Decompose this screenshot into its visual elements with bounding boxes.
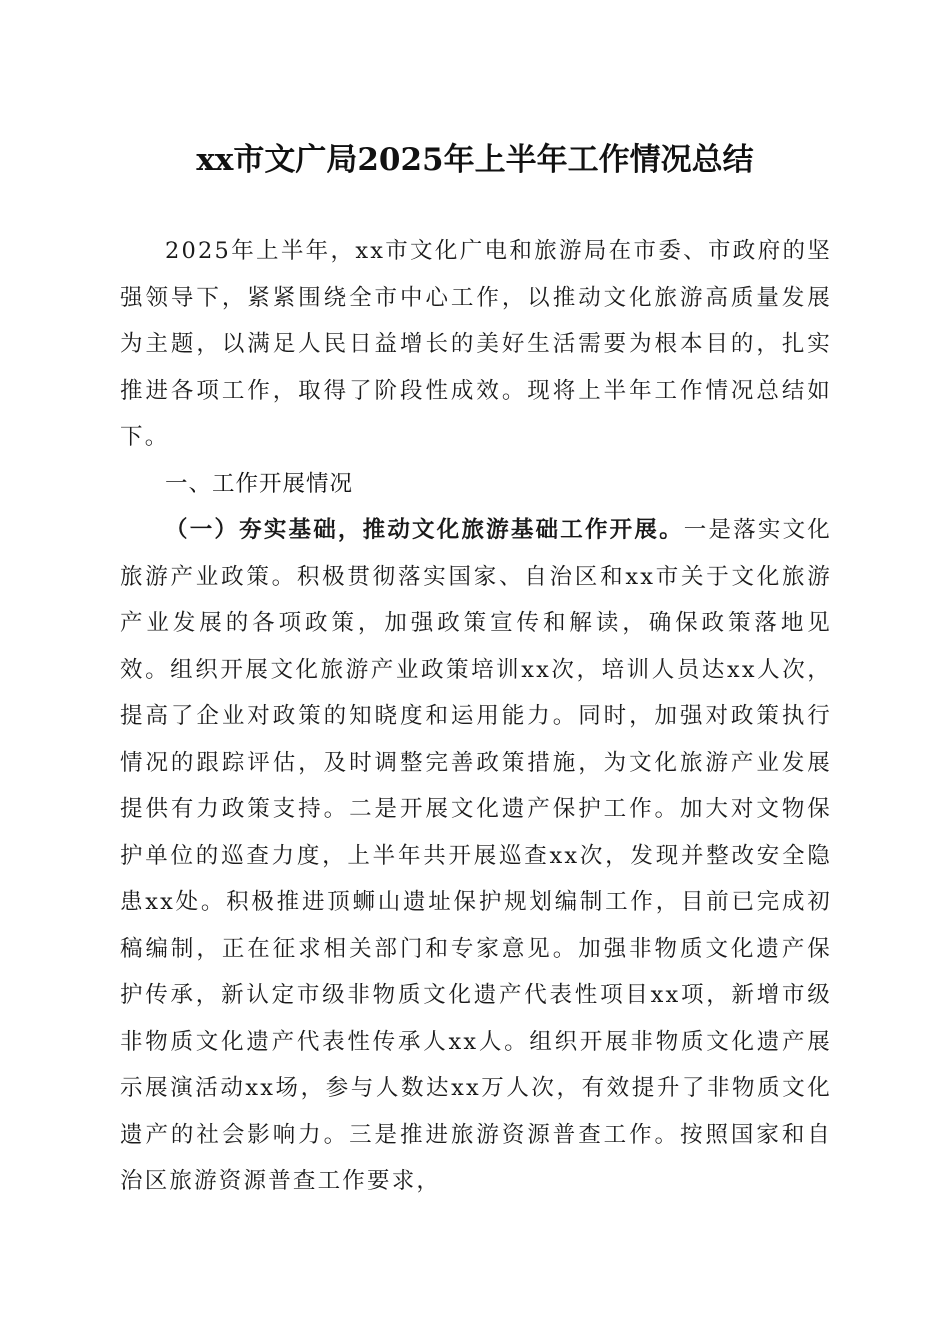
section-heading-1: 一、工作开展情况	[165, 470, 354, 497]
subsection-body-1: 一是落实文化旅游产业政策。积极贯彻落实国家、自治区和xx市关于文化旅游产业发展的各项政策，加强政策宣传和解读，确保政策落地见效。组织开展文化旅游产业政策培训xx次，培训人员达xx人次，提高了企业对政策的知晓度和运用能力。同时，加强对政策执行情况的跟踪评估，及时调整完善政策措施，为文化旅游产业发展提供有力政策支持。二是开展文化遗产保护工作。加大对文物保护单位的巡查力度，上半年共开展巡查xx次，发现并整改安全隐患xx处。积极推进顶蛳山遗址保护规划编制工作，目前已完成初稿编制，正在征求相关部门和专家意见。加强非物质文化遗产保护传承，新认定市级非物质文化遗产代表性项目xx项，新增市级非物质文化遗产代表性传承人xx人。组织开展非物质文化遗产展示展演活动xx场，参与人数达xx万人次，有效提升了非物质文化遗产的社会影响力。三是推进旅游资源普查工作。按照国家和自治区旅游资源普查工作要求，	[120, 517, 832, 1194]
document-body	[120, 228, 832, 1205]
subsection-heading-1: （一）夯实基础，推动文化旅游基础工作开展。	[165, 517, 684, 543]
subsection-paragraph-1	[120, 507, 832, 1205]
intro-paragraph: 2025年上半年，xx市文化广电和旅游局在市委、市政府的坚强领导下，紧紧围绕全市中心工作，以推动文化旅游高质量发展为主题，以满足人民日益增长的美好生活需要为根本目的，扎实推进各项工作，取得了阶段性成效。现将上半年工作情况总结如下。	[120, 238, 832, 450]
document-title: xx市文广局2025年上半年工作情况总结	[196, 142, 754, 178]
